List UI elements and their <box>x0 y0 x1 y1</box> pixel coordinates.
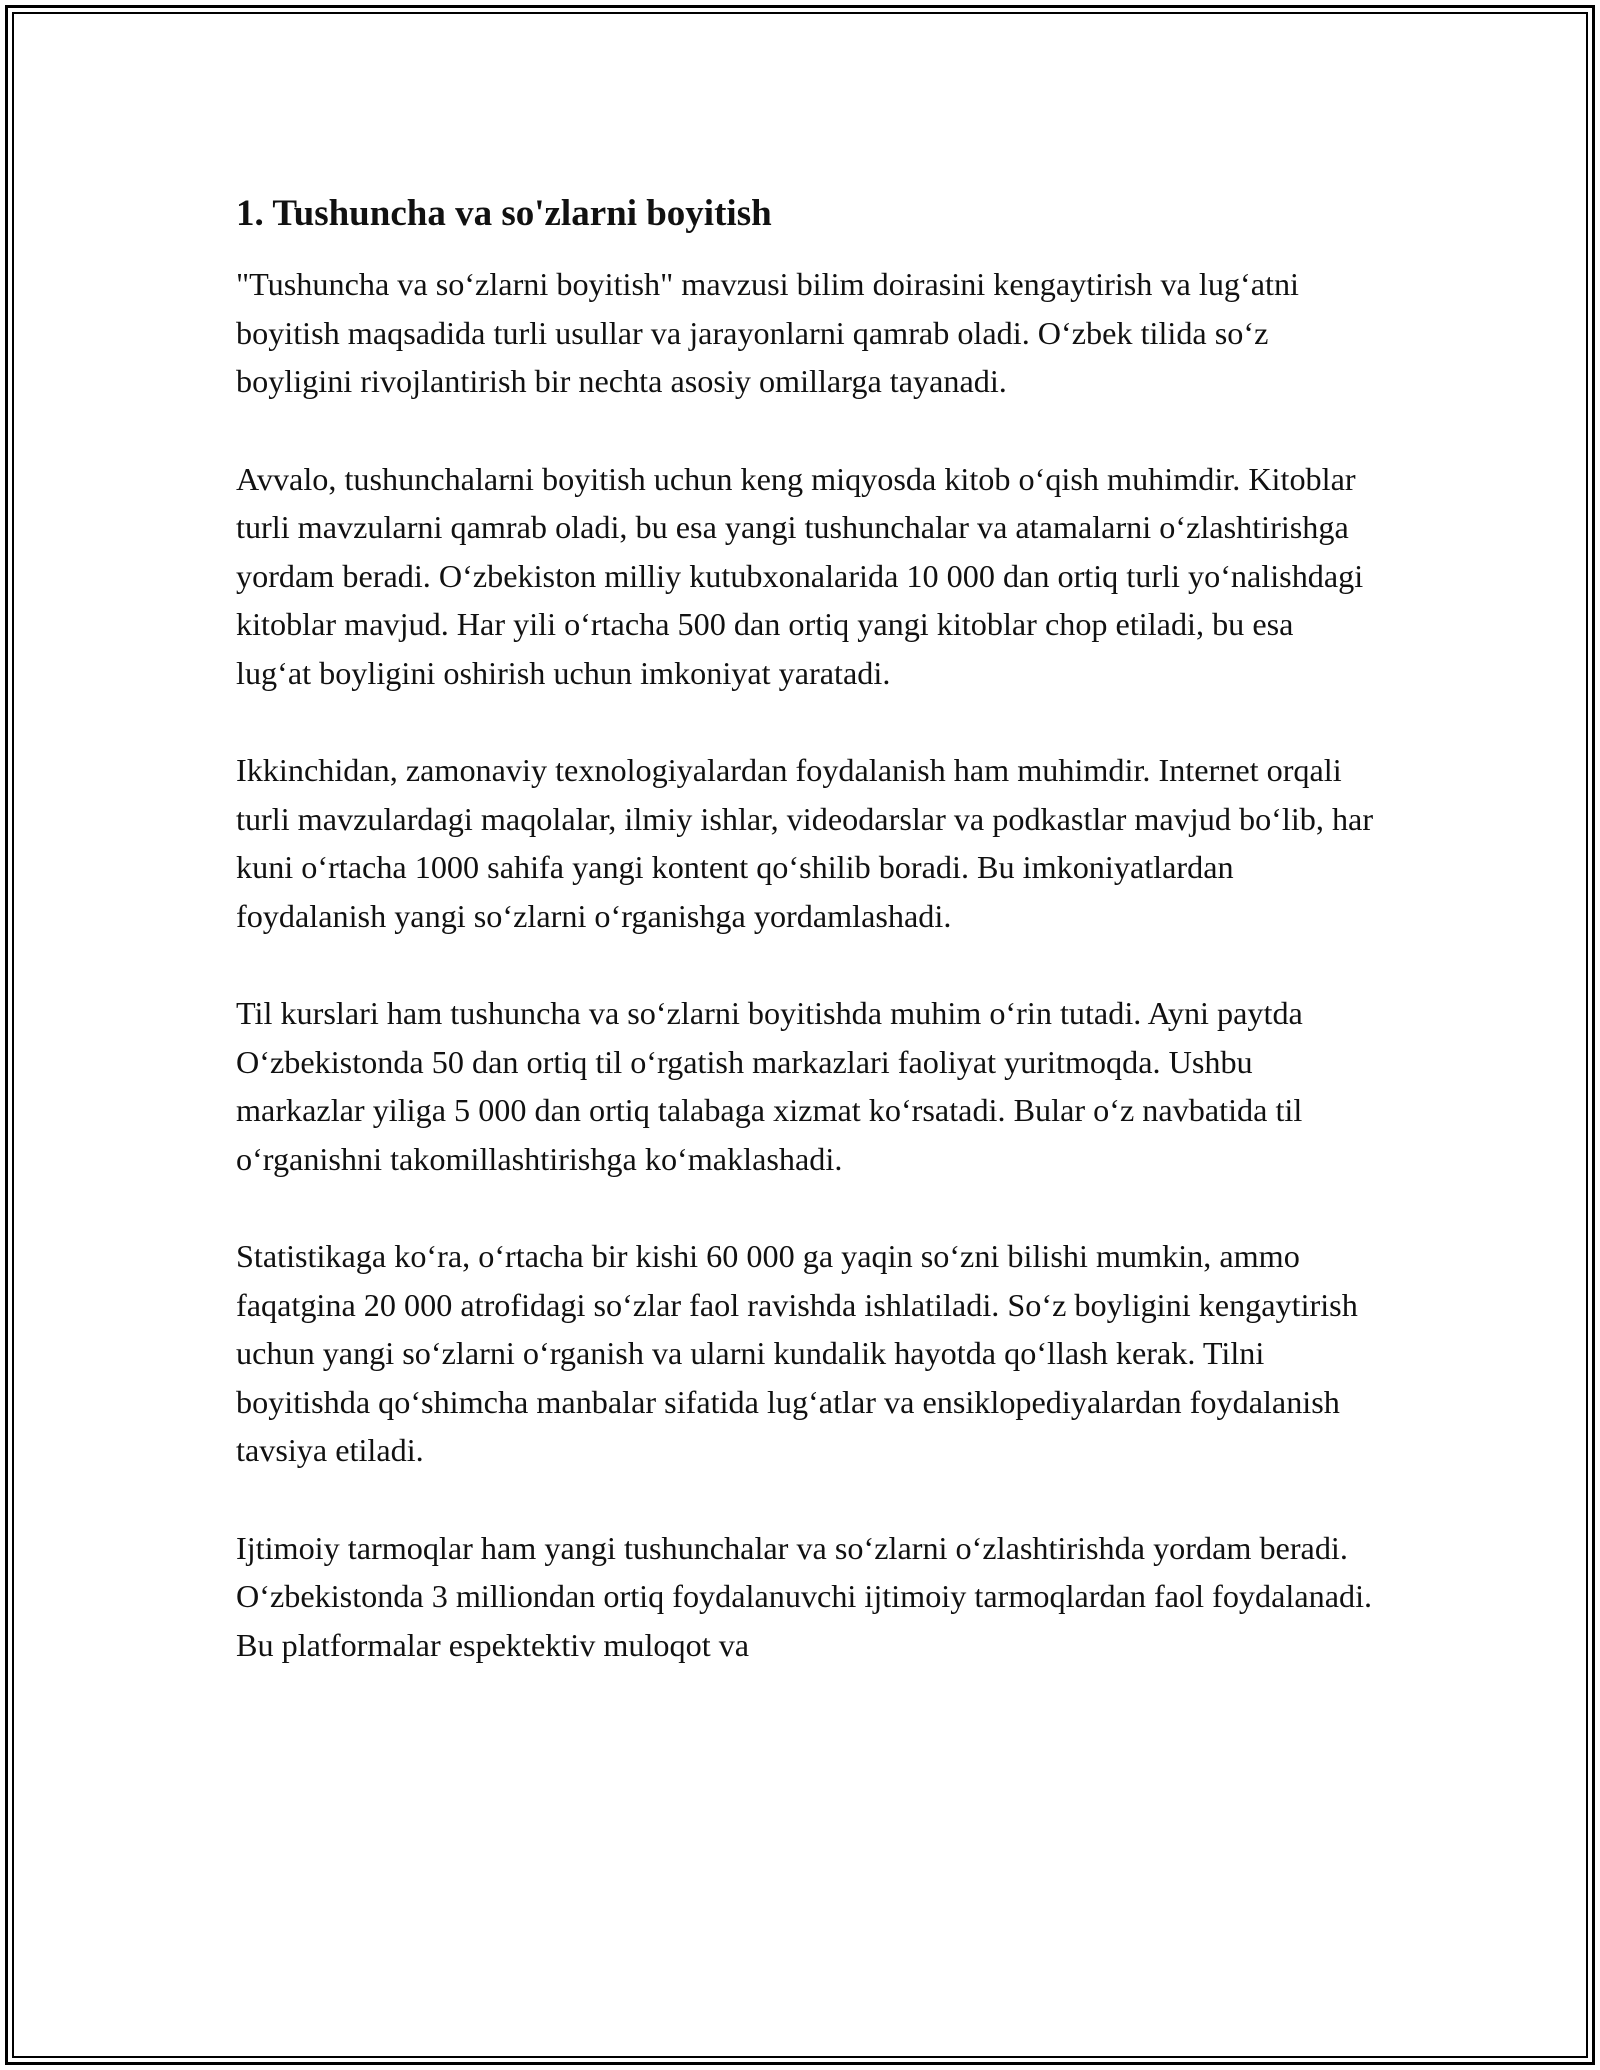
paragraph-technology: Ikkinchidan, zamonaviy texnologiyalardan foydalanish ham muhimdir. Internet orqali turli mavzulardagi maqolalar, ilmiy ishlar, videodarslar va podkastlar mavjud bo‘lib, har kuni o‘rtacha 1000 sahifa yangi kontent qo‘shilib boradi. Bu imkoniyatlardan foydalanish yangi so‘zlarni o‘rganishga yordamlashadi. <box>236 752 1374 934</box>
section-heading: 1. Tushuncha va so'zlarni boyitish <box>236 193 772 234</box>
document-body <box>236 186 1376 1669</box>
paragraph-statistics: Statistikaga ko‘ra, o‘rtacha bir kishi 60 000 ga yaqin so‘zni bilishi mumkin, ammo faqatgina 20 000 atrofidagi so‘zlar faol ravishda ishlatiladi. So‘z boyligini kengaytirish uchun yangi so‘zlarni o‘rganish va ularni kundalik hayotda qo‘llash kerak. Tilni boyitishda qo‘shimcha manbalar sifatida lug‘atlar va ensiklopediyalardan foydalanish tavsiya etiladi. <box>236 1238 1358 1468</box>
paragraph-language-courses: Til kurslari ham tushuncha va so‘zlarni boyitishda muhim o‘rin tutadi. Ayni paytda O‘zbekistonda 50 dan ortiq til o‘rgatish markazlari faoliyat yuritmoqda. Ushbu markazlar yiliga 5 000 dan ortiq talabaga xizmat ko‘rsatadi. Bular o‘z navbatida til o‘rganishni takomillashtirishga ko‘maklashadi. <box>236 995 1303 1177</box>
paragraph-books: Avvalo, tushunchalarni boyitish uchun keng miqyosda kitob o‘qish muhimdir. Kitoblar turli mavzularni qamrab oladi, bu esa yangi tushunchalar va atamalarni o‘zlashtirishga yordam beradi. O‘zbekiston milliy kutubxonalarida 10 000 dan ortiq turli yo‘nalishdagi kitoblar mavjud. Har yili o‘rtacha 500 dan ortiq yangi kitoblar chop etiladi, bu esa lug‘at boyligini oshirish uchun imkoniyat yaratadi. <box>236 460 1364 691</box>
paragraph-social-networks: Ijtimoiy tarmoqlar ham yangi tushunchalar va so‘zlarni o‘zlashtirishda yordam beradi. O‘zbekistonda 3 milliondan ortiq foydalanuvchi ijtimoiy tarmoqlardan faol foydalanadi. Bu platformalar espektektiv muloqot va <box>236 1529 1373 1663</box>
paragraph-intro: "Tushuncha va so‘zlarni boyitish" mavzusi bilim doirasini kengaytirish va lug‘atni boyitish maqsadida turli usullar va jarayonlarni qamrab oladi. O‘zbek tilida so‘z boyligini rivojlantirish bir nechta asosiy omillarga tayanadi. <box>236 266 1299 399</box>
